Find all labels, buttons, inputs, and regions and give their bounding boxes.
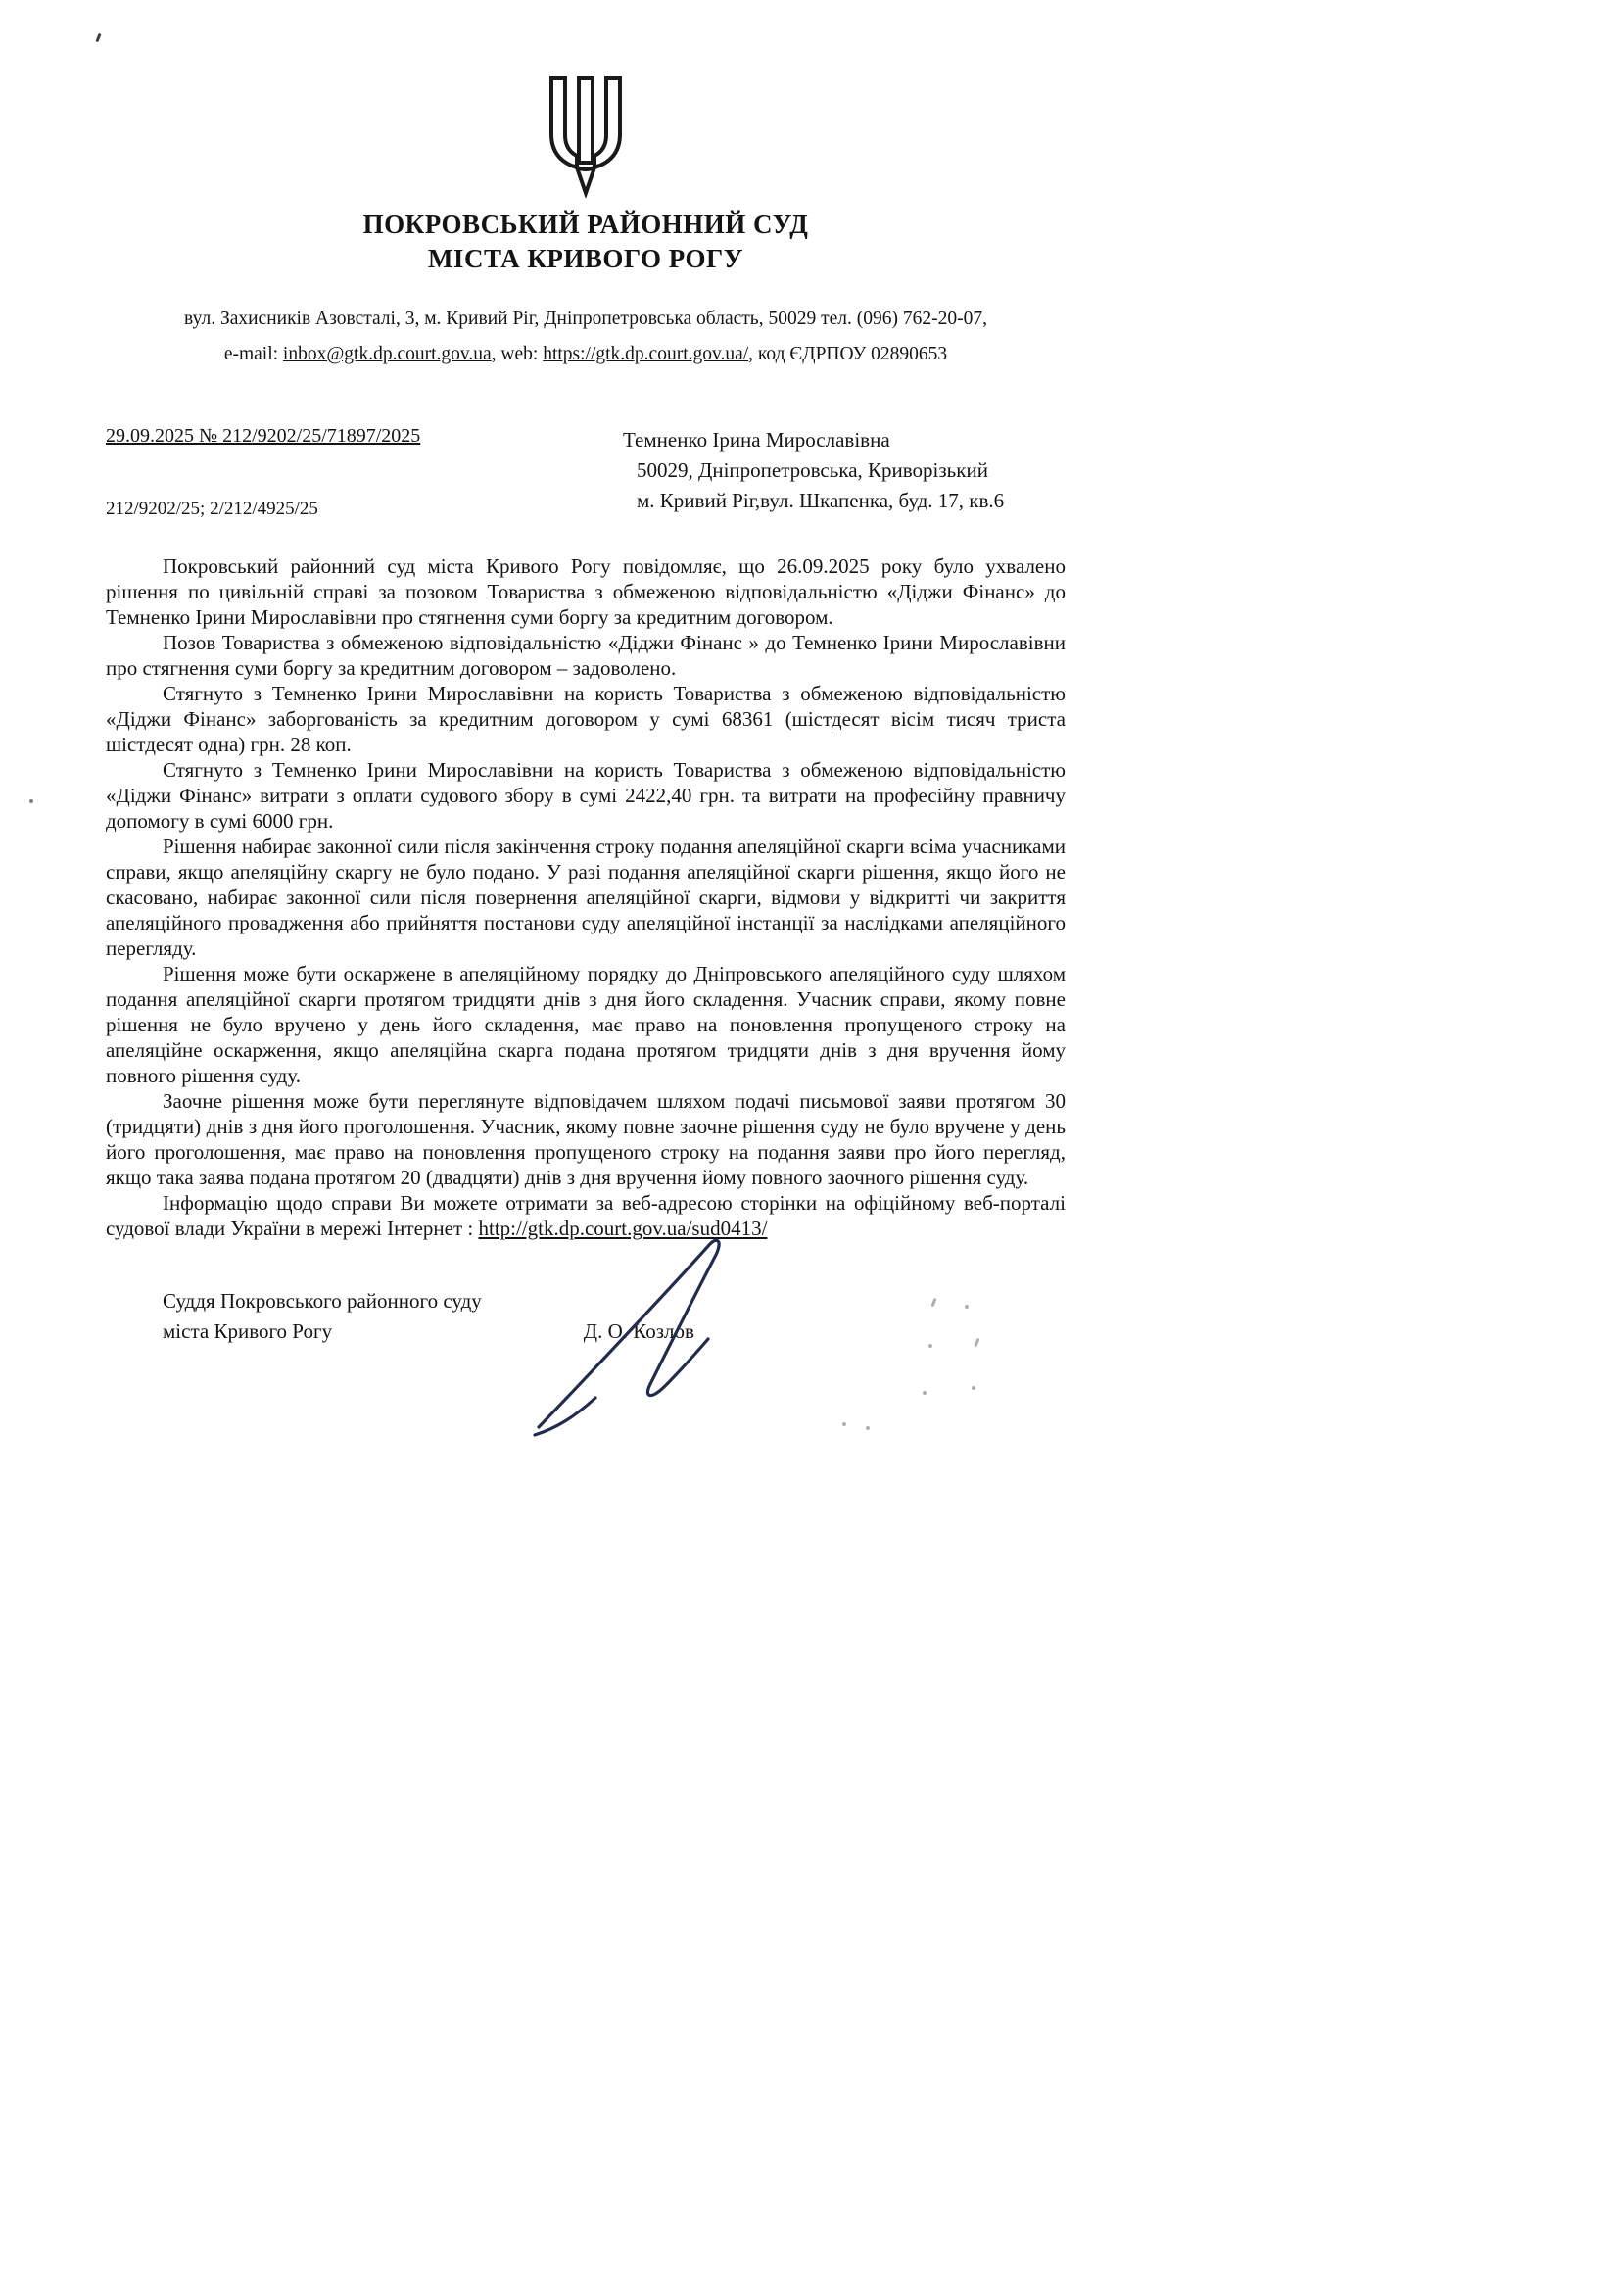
scan-artifact bbox=[965, 1305, 969, 1309]
body-paragraph: Покровський районний суд міста Кривого Рогу повідомляє, що 26.09.2025 року було ухвалено рішення по цивільній справі за позовом Товариства з обмеженою відповідальністю «Діджи Фінанс» до Темненко Ірини Мирославівни про стягнення суми боргу за кредитним договором. bbox=[106, 554, 1066, 629]
court-portal-link[interactable]: http://gtk.dp.court.gov.ua/sud0413/ bbox=[478, 1217, 768, 1240]
scan-artifact bbox=[842, 1422, 846, 1426]
court-name-line1: ПОКРОВСЬКИЙ РАЙОННИЙ СУД bbox=[362, 210, 809, 239]
scan-artifact bbox=[95, 33, 101, 42]
body-paragraph: Позов Товариства з обмеженою відповідальністю «Діджи Фінанс » до Темненко Ірини Мирославівни про стягнення суми боргу за кредитним договором – задоволено. bbox=[106, 631, 1066, 680]
case-numbers: 212/9202/25; 2/212/4925/25 bbox=[106, 499, 318, 519]
scan-artifact bbox=[866, 1426, 870, 1430]
recipient-name: Темненко Ірина Мирославівна bbox=[623, 428, 890, 452]
recipient-address-line2: м. Кривий Ріг,вул. Шкапенка, буд. 17, кв.6 bbox=[637, 489, 1005, 512]
address-line2 bbox=[106, 337, 1066, 372]
judge-title bbox=[163, 1286, 482, 1347]
scan-artifact bbox=[928, 1344, 932, 1348]
link-paragraph-text: Інформацію щодо справи Ви можете отримати за веб-адресою сторінки на офіційному веб-порталі судової влади України в мережі Інтернет : bbox=[106, 1191, 1066, 1240]
email-label: e-mail: bbox=[223, 344, 283, 364]
reference-block bbox=[106, 425, 420, 520]
body-paragraph: Рішення набирає законної сили після закінчення строку подання апеляційної скарги всіма учасниками справи, якщо апеляційну скаргу не було подано. У разі подання апеляційної скарги рішення, якщо його не скасовано, набирає законної сили після повернення апеляційної скарги, відмови у відкритті чи закриття апеляційного провадження або прийняття постанови суду апеляційної інстанції за наслідками апеляційного перегляду. bbox=[106, 835, 1066, 960]
web-label: , web: bbox=[491, 344, 544, 364]
recipient-address-line1: 50029, Дніпропетровська, Криворізький bbox=[637, 458, 988, 482]
scan-artifact bbox=[29, 799, 33, 803]
edrpou-code: , код ЄДРПОУ 02890653 bbox=[748, 344, 948, 364]
judge-title-line2: міста Кривого Рогу bbox=[163, 1319, 333, 1343]
recipient-block bbox=[623, 425, 1066, 516]
trident-emblem-icon bbox=[543, 74, 629, 198]
judge-name: Д. О. Козлов bbox=[583, 1319, 694, 1343]
signature-block bbox=[106, 1286, 1066, 1347]
body-paragraph: Стягнуто з Темненко Ірини Мирославівни на користь Товариства з обмеженою відповідальністю «Діджи Фінанс» витрати з оплати судового збору в сумі 2422,40 грн. та витрати на професійну правничу допомогу в сумі 6000 грн. bbox=[106, 758, 1066, 833]
scan-artifact bbox=[923, 1391, 927, 1395]
court-name bbox=[106, 208, 1066, 276]
body-paragraph-link bbox=[106, 1190, 1066, 1241]
letter-content bbox=[106, 0, 1066, 1347]
letterhead-address bbox=[106, 302, 1066, 372]
outgoing-number: 29.09.2025 № 212/9202/25/71897/2025 bbox=[106, 425, 421, 447]
scan-artifact bbox=[972, 1386, 975, 1390]
body-paragraph: Стягнуто з Темненко Ірини Мирославівни на користь Товариства з обмеженою відповідальністю «Діджи Фінанс» заборгованість за кредитним договором у сумі 68361 (шістдесят вісім тисяч триста шістдесят одна) грн. 28 коп. bbox=[106, 682, 1066, 756]
court-name-line2: МІСТА КРИВОГО РОГУ bbox=[427, 244, 744, 273]
body-paragraph: Рішення може бути оскаржене в апеляційному порядку до Дніпровського апеляційного суду шляхом подання апеляційної скарги протягом тридцяти днів з дня його складення. Учасник справи, якому повне рішення не було вручено у день його складення, має право на поновлення пропущеного строку на апеляційне оскарження, якщо апеляційна скарга подана протягом тридцяти днів з дня вручення йому повного рішення суду. bbox=[106, 962, 1066, 1087]
judge-title-line1: Суддя Покровського районного суду bbox=[163, 1289, 482, 1313]
address-line1: вул. Захисників Азовсталі, 3, м. Кривий Ріг, Дніпропетровська область, 50029 тел. (096) 762-20-07, bbox=[184, 309, 987, 329]
letter-body bbox=[106, 553, 1066, 1241]
body-paragraph: Заочне рішення може бути переглянуте відповідачем шляхом подачі письмової заяви протягом 30 (тридцяти) днів з дня його проголошення. Учасник, якому повне заочне рішення суду не було вручене у день його проголошення, має право на поновлення пропущеного строку на подання заяви про його перегляд, якщо така заява подана протягом 20 (двадцяти) днів з дня вручення йому повного заочного рішення суду. bbox=[106, 1089, 1066, 1189]
web-link[interactable]: https://gtk.dp.court.gov.ua/ bbox=[543, 344, 749, 364]
reference-and-recipient bbox=[106, 425, 1066, 520]
email-link[interactable]: inbox@gtk.dp.court.gov.ua bbox=[282, 344, 492, 364]
